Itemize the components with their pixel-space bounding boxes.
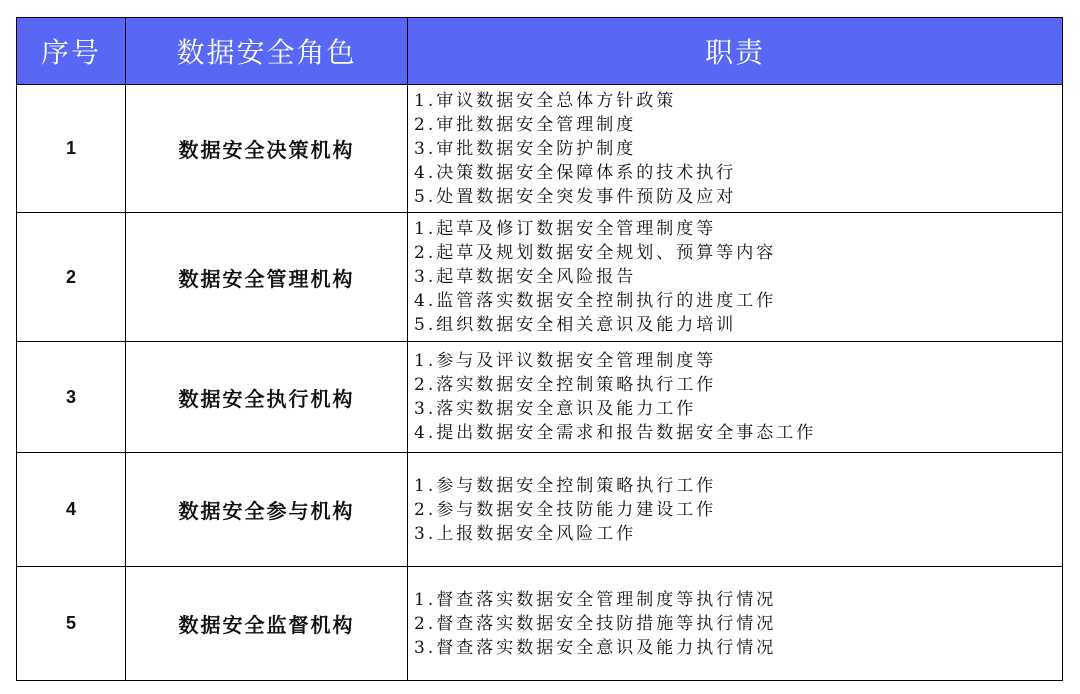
duty-item: 3.起草数据安全风险报告 <box>414 267 637 287</box>
table-row <box>17 453 1063 567</box>
duty-item: 1.参与及评议数据安全管理制度等 <box>414 351 717 371</box>
duty-item: 5.组织数据安全相关意识及能力培训 <box>414 315 737 335</box>
table-row <box>17 213 1063 342</box>
role-name: 数据安全监督机构 <box>126 567 408 681</box>
duty-item: 4.决策数据安全保障体系的技术执行 <box>414 162 737 183</box>
duty-item: 3.落实数据安全意识及能力工作 <box>414 399 697 419</box>
data-security-roles-table <box>16 17 1063 681</box>
row-index: 3 <box>17 342 126 453</box>
row-index: 5 <box>17 567 126 681</box>
duty-item: 2.落实数据安全控制策略执行工作 <box>414 375 717 395</box>
duties-cell <box>408 453 1063 567</box>
duty-item: 4.监管落实数据安全控制执行的进度工作 <box>414 291 777 311</box>
role-name: 数据安全参与机构 <box>126 453 408 567</box>
row-index: 1 <box>17 85 126 213</box>
role-name: 数据安全决策机构 <box>126 85 408 213</box>
duty-item: 1.审议数据安全总体方针政策 <box>414 90 677 111</box>
duty-item: 4.提出数据安全需求和报告数据安全事态工作 <box>414 423 817 443</box>
duty-item: 1.参与数据安全控制策略执行工作 <box>414 475 717 496</box>
duties-cell <box>408 213 1063 342</box>
duty-item: 2.督查落实数据安全技防措施等执行情况 <box>414 613 777 634</box>
duty-item: 3.上报数据安全风险工作 <box>414 523 637 544</box>
duty-item: 3.审批数据安全防护制度 <box>414 138 637 159</box>
role-name: 数据安全执行机构 <box>126 342 408 453</box>
header-index: 序号 <box>17 18 126 85</box>
duty-item: 3.督查落实数据安全意识及能力执行情况 <box>414 637 777 658</box>
duty-item: 1.督查落实数据安全管理制度等执行情况 <box>414 589 777 610</box>
duty-item: 1.起草及修订数据安全管理制度等 <box>414 219 717 239</box>
header-duties: 职责 <box>408 18 1063 85</box>
table-row <box>17 85 1063 213</box>
duties-cell <box>408 567 1063 681</box>
table-row <box>17 342 1063 453</box>
duty-item: 2.起草及规划数据安全规划、预算等内容 <box>414 243 777 263</box>
row-index: 4 <box>17 453 126 567</box>
row-index: 2 <box>17 213 126 342</box>
duty-item: 2.审批数据安全管理制度 <box>414 114 637 135</box>
header-row <box>17 18 1063 85</box>
table-row <box>17 567 1063 681</box>
header-role: 数据安全角色 <box>126 18 408 85</box>
duties-cell <box>408 85 1063 213</box>
role-name: 数据安全管理机构 <box>126 213 408 342</box>
duty-item: 2.参与数据安全技防能力建设工作 <box>414 499 717 520</box>
duty-item: 5.处置数据安全突发事件预防及应对 <box>414 186 737 207</box>
duties-cell <box>408 342 1063 453</box>
